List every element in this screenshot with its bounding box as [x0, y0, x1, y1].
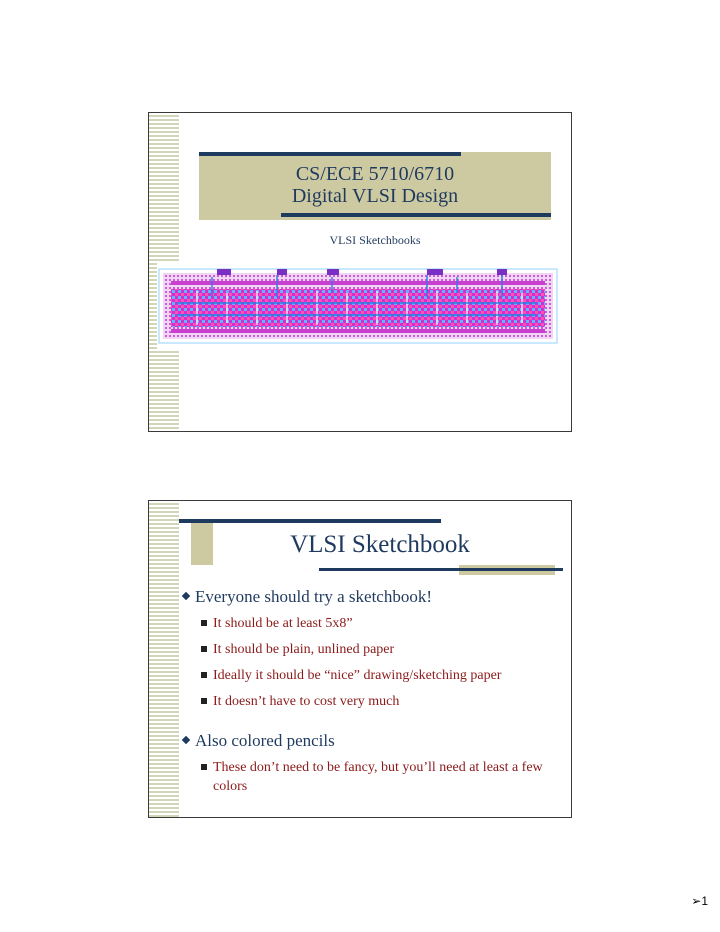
slide-1	[148, 112, 572, 432]
square-bullet-icon	[201, 646, 207, 652]
slide-2	[148, 500, 572, 818]
diamond-bullet-icon	[182, 736, 190, 744]
slide-subtitle: VLSI Sketchbooks	[329, 233, 421, 247]
sub-bullet-item	[179, 758, 571, 796]
sub-bullet-text: It should be at least 5x8”	[213, 616, 353, 631]
title-rule-top	[199, 152, 461, 156]
square-bullet-icon	[201, 764, 207, 770]
slide-title: VLSI Sketchbook	[290, 531, 470, 558]
bullet-list	[179, 583, 571, 796]
bullet-item	[179, 587, 571, 607]
title-line-2: Digital VLSI Design	[291, 185, 459, 207]
sub-bullet-text: It doesn’t have to cost very much	[213, 694, 400, 709]
slide-title	[199, 163, 551, 207]
bullet-text: Everyone should try a sketchbook!	[195, 587, 432, 606]
sub-bullet-text: It should be plain, unlined paper	[213, 642, 395, 657]
diamond-bullet-icon	[182, 592, 190, 600]
bullet-text: Also colored pencils	[195, 731, 335, 750]
slide-stripe-decoration	[149, 501, 179, 817]
square-bullet-icon	[201, 620, 207, 626]
title-rule-bottom	[319, 568, 563, 571]
sub-bullet-item	[179, 640, 571, 659]
sub-bullet-item	[179, 614, 571, 633]
sub-bullet-text: Ideally it should be “nice” drawing/sketching paper	[213, 668, 502, 683]
sub-bullet-text: These don’t need to be fancy, but you’ll need at least a few colors	[213, 760, 543, 794]
bullet-item	[179, 731, 571, 751]
title-line-1: CS/ECE 5710/6710	[295, 163, 455, 185]
sub-bullet-item	[179, 692, 571, 711]
page-number: ➢1	[691, 894, 708, 908]
title-rule-bottom	[281, 213, 551, 217]
square-bullet-icon	[201, 672, 207, 678]
vlsi-layout-image	[157, 263, 559, 349]
sub-bullet-item	[179, 666, 571, 685]
square-bullet-icon	[201, 698, 207, 704]
title-rule-top	[179, 519, 441, 523]
